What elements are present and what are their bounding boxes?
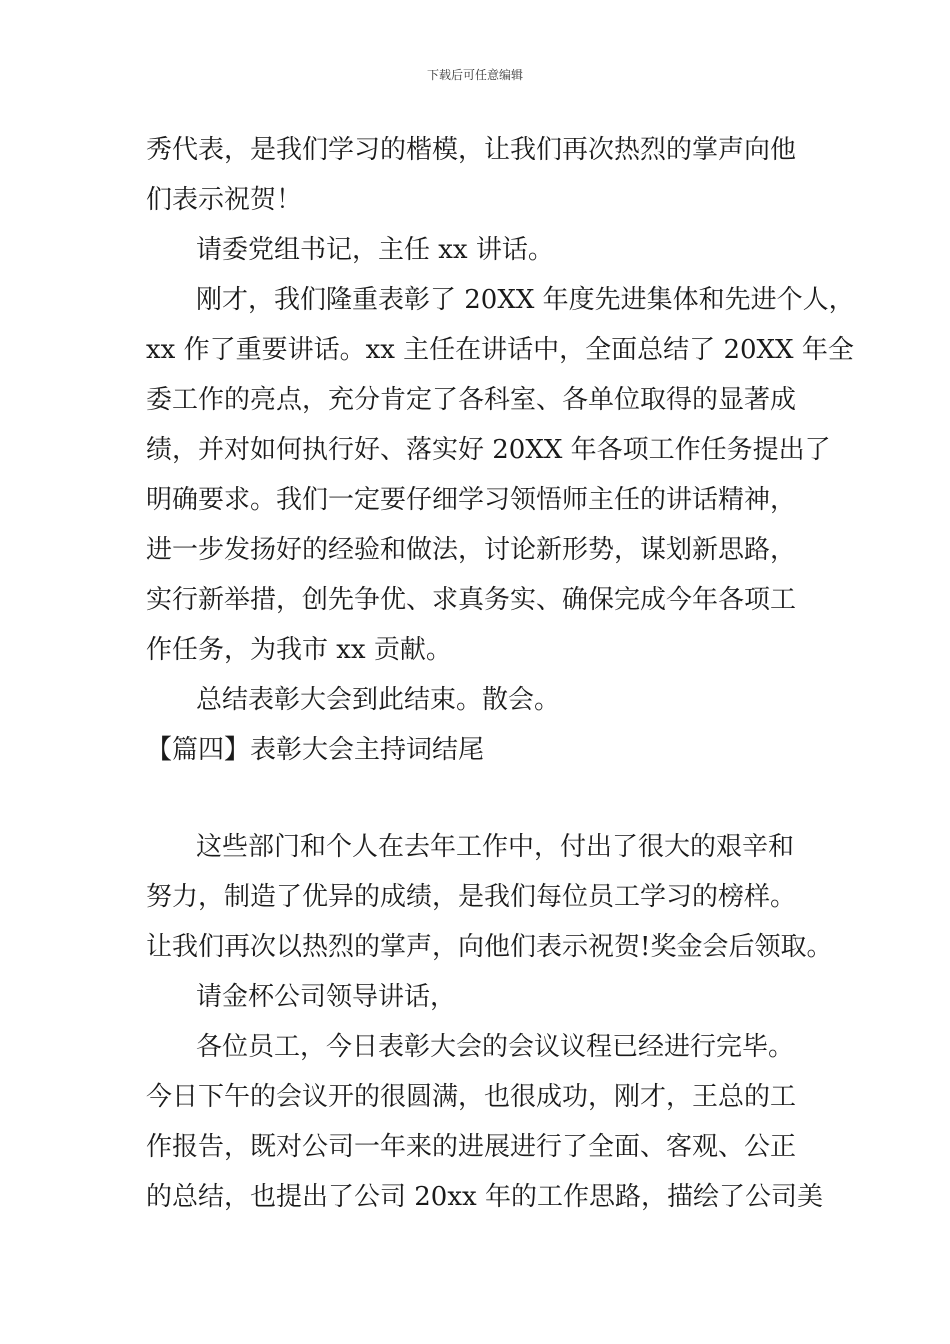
text-line: 委工作的亮点，充分肯定了各科室、各单位取得的显著成 — [146, 385, 797, 415]
text-line: 作任务，为我市 xx 贡献。 — [146, 635, 452, 665]
text-line: 实行新举措，创先争优、求真务实、确保完成今年各项工 — [146, 585, 797, 615]
text-line: 的总结，也提出了公司 20xx 年的工作思路，描绘了公司美 — [146, 1182, 823, 1212]
text-line: 总结表彰大会到此结束。散会。 — [196, 685, 561, 715]
text-line: 今日下午的会议开的很圆满，也很成功，刚才，王总的工 — [146, 1082, 797, 1112]
text-line: 们表示祝贺！ — [146, 185, 303, 215]
text-line: 这些部门和个人在去年工作中，付出了很大的艰辛和 — [196, 832, 795, 862]
page-header: 下载后可任意编辑 — [426, 68, 523, 82]
text-line: 刚才，我们隆重表彰了 20XX 年度先进集体和先进个人， — [196, 285, 855, 315]
text-line: 努力，制造了优异的成绩，是我们每位员工学习的榜样。 — [146, 882, 797, 912]
text-line: 各位员工，今日表彰大会的会议议程已经进行完毕。 — [196, 1032, 795, 1062]
text-line: 绩，并对如何执行好、落实好 20XX 年各项工作任务提出了 — [146, 435, 831, 465]
text-line: 明确要求。我们一定要仔细学习领悟师主任的讲话精神， — [146, 485, 797, 515]
text-line: 让我们再次以热烈的掌声，向他们表示祝贺!奖金会后领取。 — [146, 932, 833, 962]
text-line: 秀代表，是我们学习的楷模，让我们再次热烈的掌声向他 — [146, 135, 797, 165]
text-line: 请委党组书记，主任 xx 讲话。 — [196, 235, 554, 265]
section-heading: 【篇四】表彰大会主持词结尾 — [146, 735, 485, 765]
text-line: xx 作了重要讲话。xx 主任在讲话中，全面总结了 20XX 年全 — [146, 335, 854, 365]
text-line: 作报告，既对公司一年来的进展进行了全面、客观、公正 — [146, 1132, 797, 1162]
text-line: 请金杯公司领导讲话， — [196, 982, 457, 1012]
text-line: 进一步发扬好的经验和做法，讨论新形势，谋划新思路， — [146, 535, 797, 565]
